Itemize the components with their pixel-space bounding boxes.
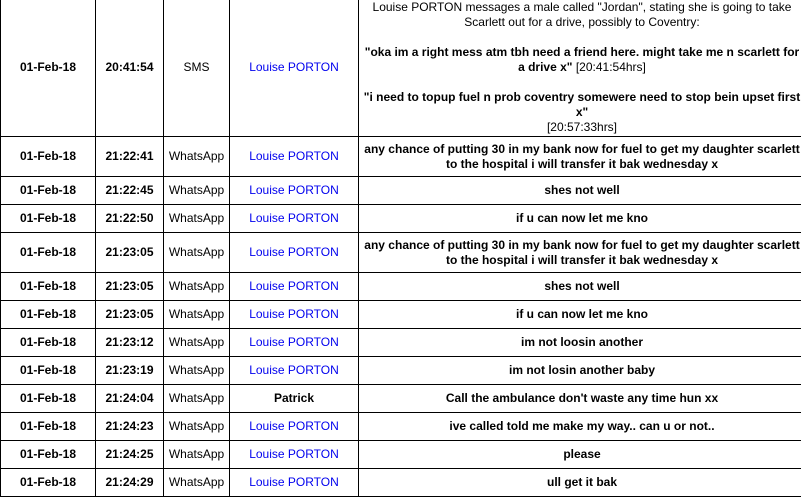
time-cell: 21:22:45	[96, 177, 164, 205]
message-cell: im not losin another baby	[359, 357, 801, 385]
type-cell: WhatsApp	[164, 469, 230, 497]
time-cell: 21:24:23	[96, 413, 164, 441]
quoted-message	[362, 90, 801, 135]
table-row	[1, 273, 801, 301]
party-cell[interactable]: Louise PORTON	[230, 413, 359, 441]
party-cell[interactable]: Louise PORTON	[230, 441, 359, 469]
message-cell: any chance of putting 30 in my bank now for fuel to get my daughter scarlett to the hospital i will transfer it bak wednesday x	[359, 137, 801, 177]
quote-text: "oka im a right mess atm tbh need a friend here. might take me n scarlett for a drive x"	[365, 45, 799, 74]
time-cell: 21:23:19	[96, 357, 164, 385]
type-cell: WhatsApp	[164, 273, 230, 301]
party-cell[interactable]: Louise PORTON	[230, 137, 359, 177]
time-cell: 21:23:05	[96, 233, 164, 273]
table-row	[1, 301, 801, 329]
table-row	[1, 205, 801, 233]
message-cell: please	[359, 441, 801, 469]
date-cell: 01-Feb-18	[1, 177, 96, 205]
type-cell: WhatsApp	[164, 413, 230, 441]
party-cell[interactable]: Louise PORTON	[230, 469, 359, 497]
type-cell: SMS	[164, 0, 230, 137]
message-cell: if u can now let me kno	[359, 205, 801, 233]
table-row	[1, 413, 801, 441]
time-cell: 21:24:04	[96, 385, 164, 413]
message-cell: shes not well	[359, 177, 801, 205]
table-row	[1, 177, 801, 205]
message-cell: ive called told me make my way.. can u or not..	[359, 413, 801, 441]
time-cell: 21:24:25	[96, 441, 164, 469]
date-cell: 01-Feb-18	[1, 301, 96, 329]
date-cell: 01-Feb-18	[1, 0, 96, 137]
table-row	[1, 137, 801, 177]
date-cell: 01-Feb-18	[1, 357, 96, 385]
type-cell: WhatsApp	[164, 441, 230, 469]
date-cell: 01-Feb-18	[1, 205, 96, 233]
date-cell: 01-Feb-18	[1, 413, 96, 441]
time-cell: 21:23:05	[96, 273, 164, 301]
party-cell[interactable]: Louise PORTON	[230, 177, 359, 205]
type-cell: WhatsApp	[164, 301, 230, 329]
message-cell: ull get it bak	[359, 469, 801, 497]
party-cell: Patrick	[230, 385, 359, 413]
party-cell[interactable]: Louise PORTON	[230, 205, 359, 233]
table-row	[1, 233, 801, 273]
message-cell: shes not well	[359, 273, 801, 301]
date-cell: 01-Feb-18	[1, 385, 96, 413]
time-cell: 21:22:41	[96, 137, 164, 177]
type-cell: WhatsApp	[164, 137, 230, 177]
message-cell: Call the ambulance don't waste any time hun xx	[359, 385, 801, 413]
quote-timestamp: [20:57:33hrs]	[547, 120, 617, 134]
party-cell[interactable]: Louise PORTON	[230, 0, 359, 137]
type-cell: WhatsApp	[164, 177, 230, 205]
time-cell: 21:24:29	[96, 469, 164, 497]
quote-text: "i need to topup fuel n prob coventry somewere need to stop bein upset first x"	[364, 90, 800, 119]
type-cell: WhatsApp	[164, 385, 230, 413]
summary-note: Louise PORTON messages a male called "Jordan", stating she is going to take Scarlett out for a drive, possibly to Coventry:	[362, 0, 801, 30]
date-cell: 01-Feb-18	[1, 233, 96, 273]
message-cell: im not loosin another	[359, 329, 801, 357]
party-cell[interactable]: Louise PORTON	[230, 301, 359, 329]
message-cell	[359, 0, 801, 137]
message-cell: if u can now let me kno	[359, 301, 801, 329]
time-cell: 21:23:05	[96, 301, 164, 329]
table-row	[1, 385, 801, 413]
date-cell: 01-Feb-18	[1, 137, 96, 177]
table-row	[1, 0, 801, 137]
party-cell[interactable]: Louise PORTON	[230, 233, 359, 273]
table-row	[1, 357, 801, 385]
table-row	[1, 469, 801, 497]
time-cell: 21:23:12	[96, 329, 164, 357]
party-cell[interactable]: Louise PORTON	[230, 357, 359, 385]
message-log-body	[1, 0, 801, 497]
party-cell[interactable]: Louise PORTON	[230, 273, 359, 301]
quote-timestamp: [20:41:54hrs]	[576, 60, 646, 74]
type-cell: WhatsApp	[164, 329, 230, 357]
time-cell: 20:41:54	[96, 0, 164, 137]
type-cell: WhatsApp	[164, 205, 230, 233]
table-row	[1, 441, 801, 469]
date-cell: 01-Feb-18	[1, 441, 96, 469]
time-cell: 21:22:50	[96, 205, 164, 233]
message-cell: any chance of putting 30 in my bank now for fuel to get my daughter scarlett to the hospital i will transfer it bak wednesday x	[359, 233, 801, 273]
date-cell: 01-Feb-18	[1, 273, 96, 301]
table-row	[1, 329, 801, 357]
date-cell: 01-Feb-18	[1, 469, 96, 497]
date-cell: 01-Feb-18	[1, 329, 96, 357]
type-cell: WhatsApp	[164, 357, 230, 385]
type-cell: WhatsApp	[164, 233, 230, 273]
party-cell[interactable]: Louise PORTON	[230, 329, 359, 357]
quoted-message	[362, 45, 801, 75]
